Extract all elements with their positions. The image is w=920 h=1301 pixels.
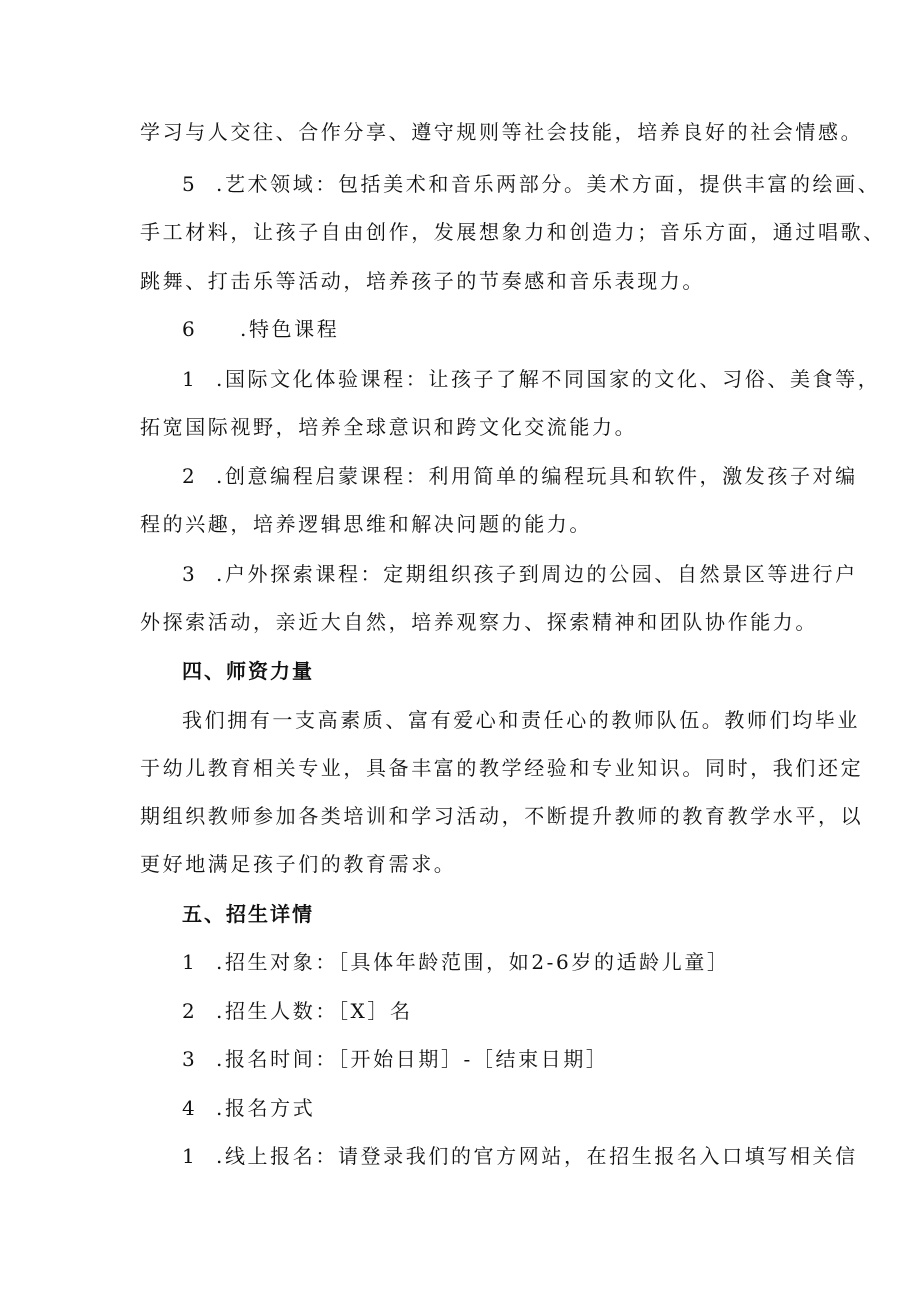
art-domain-line-3: 跳舞、打击乐等活动，培养孩子的节奏感和音乐表现力。 bbox=[140, 269, 705, 293]
art-domain-line-1 bbox=[182, 170, 880, 198]
art-domain-text-1: .艺术领域：包括美术和音乐两部分。美术方面，提供丰富的绘画、 bbox=[216, 172, 881, 196]
item-number: 6 bbox=[182, 317, 198, 341]
item-number: 3 bbox=[182, 1047, 198, 1071]
special-courses-label: .特色课程 bbox=[240, 317, 340, 341]
course-2-line-1 bbox=[182, 462, 858, 490]
item-number: 1 bbox=[182, 1144, 198, 1168]
online-registration-text: .线上报名：请登录我们的官方网站，在招生报名入口填写相关信 bbox=[216, 1144, 858, 1168]
teachers-line-2: 于幼儿教育相关专业，具备丰富的教学经验和专业知识。同时，我们还定 bbox=[140, 756, 864, 780]
section-heading-teachers: 四、师资力量 bbox=[182, 659, 314, 683]
enrollment-count bbox=[182, 997, 413, 1025]
teachers-line-1: 我们拥有一支高素质、富有爱心和责任心的教师队伍。教师们均毕业 bbox=[182, 708, 860, 732]
enrollment-count-text: .招生人数：［X］名 bbox=[216, 999, 413, 1023]
section-heading-enrollment: 五、招生详情 bbox=[182, 902, 314, 926]
item-number: 3 bbox=[182, 562, 198, 586]
enrollment-period-text: .报名时间：［开始日期］-［结束日期］ bbox=[216, 1047, 609, 1071]
course-1-text-1: .国际文化体验课程：让孩子了解不同国家的文化、习俗、美食等， bbox=[216, 367, 881, 391]
enrollment-period bbox=[182, 1045, 609, 1073]
enrollment-target-text: .招生对象：［具体年龄范围，如2-6岁的适龄儿童］ bbox=[216, 950, 730, 974]
course-1-line-2: 拓宽国际视野，培养全球意识和跨文化交流能力。 bbox=[140, 415, 638, 439]
item-number: 1 bbox=[182, 367, 198, 391]
course-1-line-1 bbox=[182, 365, 880, 393]
enrollment-target bbox=[182, 948, 730, 976]
teachers-line-4: 更好地满足孩子们的教育需求。 bbox=[140, 852, 457, 876]
item-number: 2 bbox=[182, 464, 198, 488]
item-number: 5 bbox=[182, 172, 198, 196]
course-2-line-2: 程的兴趣，培养逻辑思维和解决问题的能力。 bbox=[140, 512, 592, 536]
online-registration bbox=[182, 1142, 858, 1170]
item-number: 1 bbox=[182, 950, 198, 974]
item-number: 2 bbox=[182, 999, 198, 1023]
course-3-line-2: 外探索活动，亲近大自然，培养观察力、探索精神和团队协作能力。 bbox=[140, 610, 818, 634]
item-number: 4 bbox=[182, 1096, 198, 1120]
course-3-text-1: .户外探索课程：定期组织孩子到周边的公园、自然景区等进行户 bbox=[216, 562, 858, 586]
course-3-line-1 bbox=[182, 560, 858, 588]
enrollment-method bbox=[182, 1094, 315, 1122]
paragraph-social-continuation: 学习与人交往、合作分享、遵守规则等社会技能，培养良好的社会情感。 bbox=[140, 120, 864, 144]
course-2-text-1: .创意编程启蒙课程：利用简单的编程玩具和软件，激发孩子对编 bbox=[216, 464, 858, 488]
special-courses-title bbox=[182, 315, 339, 343]
enrollment-method-text: .报名方式 bbox=[216, 1096, 316, 1120]
teachers-line-3: 期组织教师参加各类培训和学习活动，不断提升教师的教育教学水平，以 bbox=[140, 804, 864, 828]
art-domain-line-2: 手工材料，让孩子自由创作，发展想象力和创造力；音乐方面，通过唱歌、 bbox=[140, 220, 886, 244]
